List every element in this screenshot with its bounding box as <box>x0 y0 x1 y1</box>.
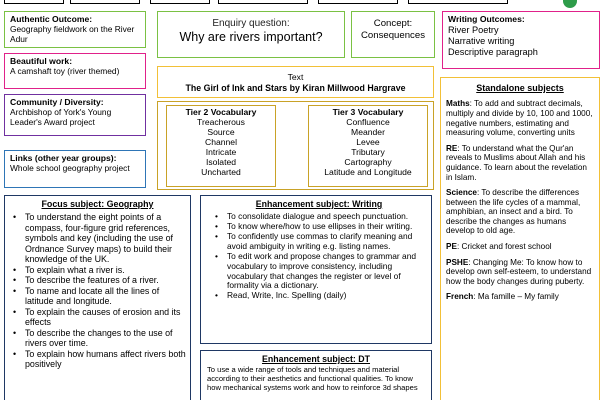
subject-text: : Cricket and forest school <box>456 242 552 252</box>
subject-name: Maths <box>446 99 470 109</box>
links-label: Links (other year groups) <box>10 153 114 163</box>
subject-text: : Changing Me: To know how to develop own self-esteem, to understand how the body changes during puberty. <box>446 257 592 286</box>
subject-french <box>446 292 594 302</box>
community-label: Community / Diversity <box>10 97 101 107</box>
tier2-label: Tier 2 Vocabulary <box>185 107 257 117</box>
list-item: • To understand the eight points of a compass, four-figure grid references, symbols and key (including the use of Ordnance Survey maps) to build their knowledge of the UK. <box>9 212 186 265</box>
list-item: • To describe the features of a river. <box>9 275 186 286</box>
standalone-subjects-box <box>440 77 600 400</box>
tier3-word: Levee <box>356 136 380 147</box>
school-logo <box>563 0 577 8</box>
enhancement-writing-list <box>211 212 427 301</box>
enhancement-writing-label: Enhancement subject: Writing <box>255 199 383 209</box>
subject-name: PE <box>446 242 457 252</box>
subject-text: : To add and subtract decimals, multiply and divide by 10, 100 and 1000, negative numbers, estimating and measuring volume, converting units <box>446 99 593 138</box>
authentic-outcome-text: Geography fieldwork on the River Adur <box>10 23 135 44</box>
beautiful-work-label: Beautiful work <box>10 56 70 66</box>
subject-text: : To describe the differences between the life cycles of a mammal, amphibian, an insect and a bird. To describe the changes as humans develop to old age. <box>446 188 581 236</box>
list-item: • To know where/how to use ellipses in their writing. <box>211 222 427 232</box>
subject-name: Science <box>446 188 477 198</box>
header-strip-cell <box>408 0 508 4</box>
text-box <box>157 66 434 98</box>
header-strip-cell <box>70 0 140 4</box>
list-item: • To name and locate all the lines of latitude and longitude. <box>9 286 186 307</box>
tier2-word: Intricate <box>205 146 237 157</box>
header-strip-cell <box>150 0 210 4</box>
subject-name: PSHE <box>446 257 469 267</box>
header-strip-cell <box>218 0 308 4</box>
focus-subject-box <box>4 195 191 400</box>
header-strip-cell <box>4 0 64 4</box>
community-text: Archbishop of York's Young Leader's Award project <box>10 106 112 127</box>
tier2-word: Isolated <box>205 156 237 167</box>
writing-outcome-item: Descriptive paragraph <box>448 46 538 57</box>
text-label: Text <box>287 72 304 82</box>
subject-name: French <box>446 292 474 302</box>
tier2-word: Channel <box>204 136 237 147</box>
subject-maths <box>446 99 594 137</box>
tier2-word: Uncharted <box>201 166 241 177</box>
tier2-word: Source <box>207 126 235 137</box>
links-box: Links (other year groups): Whole school geography project <box>4 150 146 188</box>
subject-text: : To understand what the Qur'an reveals to Muslims about Allah and his guidance. To learn about the revelation in Islam. <box>446 143 587 182</box>
concept-label: Concept: <box>373 18 413 29</box>
list-item: • To explain how humans affect rivers both positively <box>9 349 186 370</box>
enhancement-dt-label: Enhancement subject: DT <box>261 354 371 364</box>
tier2-box <box>166 105 276 187</box>
subject-pshe <box>446 258 594 287</box>
enhancement-writing-box <box>200 195 432 344</box>
beautiful-work-text: A camshaft toy (river themed) <box>10 65 120 76</box>
list-item: • To consolidate dialogue and speech punctuation. <box>211 212 427 222</box>
enquiry-box <box>157 11 345 58</box>
subject-text: : Ma famille – My family <box>473 292 559 302</box>
concept-box <box>351 11 435 58</box>
list-item: • To describe the changes to the use of rivers over time. <box>9 328 186 349</box>
subject-pe <box>446 242 594 252</box>
tier3-box <box>308 105 428 187</box>
tier3-word: Cartography <box>344 156 392 167</box>
concept-value: Consequences <box>360 30 425 41</box>
tier3-word: Latitude and Longitude <box>324 166 412 177</box>
list-item: • To confidently use commas to clarify meaning and avoid ambiguity in writing e.g. listing names. <box>211 232 427 252</box>
vocabulary-box <box>157 101 434 190</box>
community-box: Community / Diversity: Archbishop of York's Young Leader's Award project <box>4 94 146 136</box>
tier3-word: Meander <box>351 126 385 137</box>
subject-science <box>446 188 594 236</box>
focus-subject-list <box>9 212 186 370</box>
enquiry-label: Enquiry question: <box>212 18 290 29</box>
beautiful-work-box: Beautiful work: A camshaft toy (river themed) <box>4 53 146 89</box>
tier3-word: Confluence <box>346 116 390 127</box>
enhancement-dt-text: To use a wide range of tools and techniques and material according to their aesthetics and functional qualities. To know how mechanical systems work and how to reinforce 3d shapes <box>207 365 418 392</box>
standalone-subjects-label: Standalone subjects <box>476 83 564 93</box>
authentic-outcome-label: Authentic Outcome <box>10 14 90 24</box>
list-item: • Read, Write, Inc. Spelling (daily) <box>211 291 427 301</box>
enquiry-question: Why are rivers important? <box>179 30 323 44</box>
tier3-word: Tributary <box>351 146 385 157</box>
header-strip-cell <box>318 0 398 4</box>
list-item: • To explain what a river is. <box>9 265 186 276</box>
authentic-outcome-box: Authentic Outcome: Geography fieldwork on the River Adur <box>4 11 146 48</box>
subject-re <box>446 144 594 182</box>
tier2-word: Treacherous <box>197 116 245 127</box>
list-item: • To explain the causes of erosion and its effects <box>9 307 186 328</box>
writing-outcomes-box: Writing Outcomes: River Poetry Narrative writing Descriptive paragraph <box>442 11 600 69</box>
focus-subject-label: Focus subject: Geography <box>41 199 154 209</box>
writing-outcomes-label: Writing Outcomes <box>448 14 522 24</box>
subject-name: RE <box>446 143 458 153</box>
tier3-label: Tier 3 Vocabulary <box>332 107 404 117</box>
links-text: Whole school geography project <box>10 162 130 173</box>
text-title: The Girl of Ink and Stars by Kiran Millwood Hargrave <box>185 83 406 93</box>
writing-outcome-item: Narrative writing <box>448 35 515 46</box>
enhancement-dt-box <box>200 350 432 400</box>
list-item: • To edit work and propose changes to grammar and vocabulary to improve consistency, including vocabulary that changes the register or level of formality via a dictionary. <box>211 252 427 292</box>
writing-outcome-item: River Poetry <box>448 24 499 35</box>
